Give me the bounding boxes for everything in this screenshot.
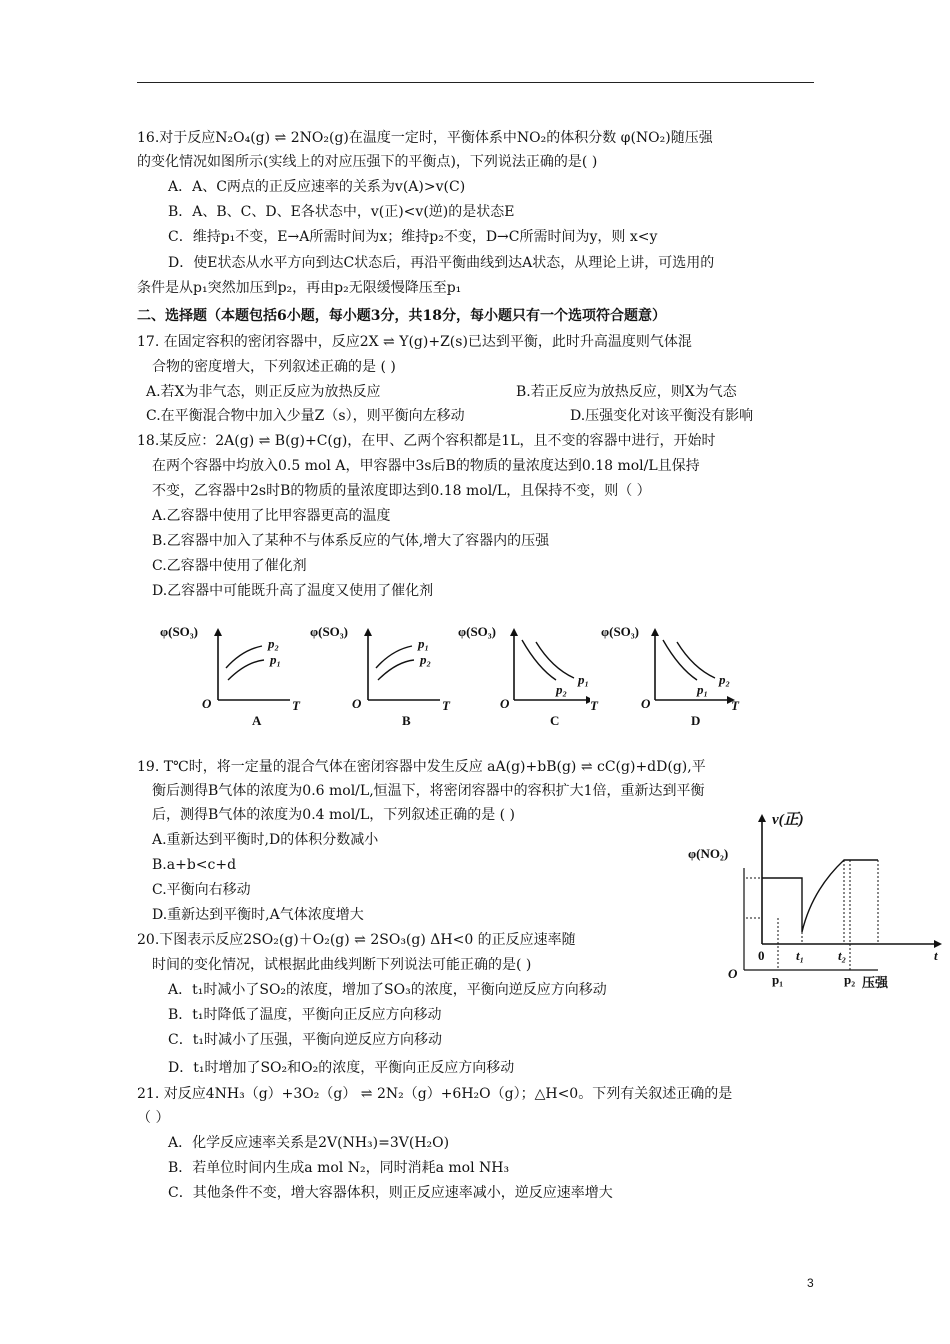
graph-a-caption: A xyxy=(252,713,262,728)
so3-graphs xyxy=(150,618,750,738)
graph-b-p1-label: p₁ xyxy=(418,636,430,651)
graph-b-ylabel: φ(SO₃) xyxy=(310,624,349,639)
q19-line2: 衡后测得B气体的浓度为0.6 mol/L,恒温下，将密闭容器中的容积扩大1倍，重新达到平衡 xyxy=(152,783,705,799)
q20-option-c: C．t₁时减小了压强，平衡向逆反应方向移动 xyxy=(168,1032,442,1048)
graph-b-curve-lower xyxy=(378,660,414,680)
graph-b xyxy=(300,618,450,738)
q21-option-a: A．化学反应速率关系是2V(NH₃)=3V(H₂O) xyxy=(168,1135,450,1151)
q16-option-a: A．A、C两点的正反应速率的关系为v(A)>v(C) xyxy=(168,179,466,195)
q19-option-d: D.重新达到平衡时,A气体浓度增大 xyxy=(152,907,364,923)
header-rule xyxy=(137,82,814,83)
q21-option-b: B．若单位时间内生成a mol N₂，同时消耗a mol NH₃ xyxy=(168,1160,510,1176)
graph-c-caption: C xyxy=(550,713,560,728)
q20-line2: 时间的变化情况，试根据此曲线判断下列说法可能正确的是( ) xyxy=(152,957,532,973)
q20-option-d: D．t₁时增加了SO₂和O₂的浓度，平衡向正反应方向移动 xyxy=(168,1060,515,1076)
q17-option-d: D.压强变化对该平衡没有影响 xyxy=(570,408,754,424)
fig2-phi-label: φ(NO₂) xyxy=(688,846,729,861)
q17-line2: 合物的密度增大，下列叙述正确的是 ( ) xyxy=(152,359,396,375)
q16-option-d-line2: 条件是从p₁突然加压到p₂，再由p₂无限缓慢降压至p₁ xyxy=(137,280,462,296)
graph-a-xlabel: T xyxy=(292,698,300,713)
q17-line1: 17. 在固定容积的密闭容器中，反应2X ⇌ Y(g)+Z(s)已达到平衡，此时升高温度则气体混 xyxy=(137,334,692,350)
graph-d-p2-label: p₂ xyxy=(719,672,731,687)
q21-line1: 21. 对反应4NH₃（g）+3O₂（g） ⇌ 2N₂（g）+6H₂O（g）；△H<0。下列有关叙述正确的是 xyxy=(137,1086,733,1102)
graph-c-p1-label: p₁ xyxy=(578,672,590,687)
fig2-p1-label: p₁ xyxy=(772,972,784,987)
fig2-zero-label: 0 xyxy=(758,948,765,963)
q17-option-c: C.在平衡混合物中加入少量Z（s），则平衡向左移动 xyxy=(146,408,465,424)
graph-d-caption: D xyxy=(691,713,701,728)
graph-a-ylabel: φ(SO₃) xyxy=(160,624,199,639)
q16-option-b: B．A、B、C、D、E各状态中，v(正)<v(逆)的是状态E xyxy=(168,204,515,220)
graph-c-origin: O xyxy=(500,696,510,711)
graph-b-p2-label: p₂ xyxy=(420,652,432,667)
q20-option-b: B．t₁时降低了温度，平衡向正反应方向移动 xyxy=(168,1007,442,1023)
q19-line1: 19. T℃时，将一定量的混合气体在密闭容器中发生反应 aA(g)+bB(g) ⇌ cC(g)+dD(g),平 xyxy=(137,759,706,775)
graph-a-p1-label: p₁ xyxy=(270,652,282,667)
fig2-p2-label: p₂ xyxy=(844,972,856,987)
q16-line1: 16.对于反应N₂O₄(g) ⇌ 2NO₂(g)在温度一定时，平衡体系中NO₂的体积分数 φ(NO₂)随压强 xyxy=(137,130,713,146)
graph-d-p1-label: p₁ xyxy=(697,682,709,697)
graph-b-caption: B xyxy=(402,713,411,728)
graph-c xyxy=(450,618,598,738)
q19-option-a: A.重新达到平衡时,D的体积分数减小 xyxy=(152,832,379,848)
q19-line3: 后，测得B气体的浓度为0.4 mol/L，下列叙述正确的是 ( ) xyxy=(152,807,516,823)
q16-line2: 的变化情况如图所示(实线上的对应压强下的平衡点)，下列说法正确的是( ) xyxy=(137,154,598,170)
fig2-t2-label: t₂ xyxy=(838,948,847,963)
graph-d xyxy=(595,618,739,738)
q18-option-b: B.乙容器中加入了某种不与体系反应的气体,增大了容器内的压强 xyxy=(152,533,550,549)
graph-a-curve-lower xyxy=(228,660,264,680)
fig2-t-label: t xyxy=(934,948,938,963)
q16-option-d-line1: D．使E状态从水平方向到达C状态后，再沿平衡曲线到达A状态，从理论上讲，可选用的 xyxy=(168,255,715,271)
q18-option-d: D.乙容器中可能既升高了温度又使用了催化剂 xyxy=(152,583,434,599)
graph-a-curve-upper xyxy=(226,646,262,668)
graph-d-origin: O xyxy=(641,696,651,711)
rate-pressure-figure xyxy=(688,808,948,996)
graph-d-curve-right xyxy=(677,642,715,678)
rate-pressure-plot xyxy=(688,808,948,996)
graph-c-xlabel: T xyxy=(590,698,598,713)
q18-option-a: A.乙容器中使用了比甲容器更高的温度 xyxy=(152,508,391,524)
graph-b-origin: O xyxy=(352,696,362,711)
q16-option-c: C．维持p₁不变，E→A所需时间为x；维持p₂不变，D→C所需时间为y，则 x<y xyxy=(168,229,658,245)
q18-line3: 不变，乙容器中2s时B的物质的量浓度即达到0.18 mol/L，且保持不变，则（ ） xyxy=(152,483,651,499)
fig2-v-label: v(正) xyxy=(772,812,804,828)
q21-option-c: C．其他条件不变，增大容器体积，则正反应速率减小，逆反应速率增大 xyxy=(168,1185,613,1201)
q19-option-b: B.a+b<c+d xyxy=(152,857,237,873)
q17-option-a: A.若X为非气态，则正反应为放热反应 xyxy=(146,384,381,400)
q18-line1: 18.某反应：2A(g) ⇌ B(g)+C(g)，在甲、乙两个容积都是1L，且不变的容器中进行，开始时 xyxy=(137,433,716,449)
graph-b-xlabel: T xyxy=(442,698,450,713)
graph-d-ylabel: φ(SO₃) xyxy=(601,624,640,639)
graph-a-p2-label: p₂ xyxy=(268,636,280,651)
section-heading: 二、选择题（本题包括6小题，每小题3分，共18分，每小题只有一个选项符合题意） xyxy=(137,308,666,324)
graph-c-p2-label: p₂ xyxy=(556,682,568,697)
graph-b-curve-upper xyxy=(376,646,412,668)
graph-d-xlabel: T xyxy=(731,698,739,713)
q21-line2: （ ） xyxy=(137,1110,170,1126)
q20-line1: 20.下图表示反应2SO₂(g)＋O₂(g) ⇌ 2SO₃(g) ΔH<0 的正反应速率随 xyxy=(137,932,576,948)
page-number: 3 xyxy=(807,1276,814,1290)
rate-curve xyxy=(762,860,878,932)
q20-option-a: A．t₁时减小了SO₂的浓度，增加了SO₃的浓度，平衡向逆反应方向移动 xyxy=(168,982,607,998)
fig2-t1-label: t₁ xyxy=(796,948,805,963)
fig2-origin: O xyxy=(728,966,738,981)
graph-c-curve-right xyxy=(536,642,574,678)
q18-option-c: C.乙容器中使用了催化剂 xyxy=(152,558,307,574)
q18-line2: 在两个容器中均放入0.5 mol A，甲容器中3s后B的物质的量浓度达到0.18 mol/L且保持 xyxy=(152,458,700,474)
fig2-pressure-label: 压强 xyxy=(862,975,889,990)
graph-a xyxy=(150,618,300,738)
q17-option-b: B.若正反应为放热反应，则X为气态 xyxy=(516,384,737,400)
graph-c-ylabel: φ(SO₃) xyxy=(458,624,497,639)
q19-option-c: C.平衡向右移动 xyxy=(152,882,251,898)
graph-a-origin: O xyxy=(202,696,212,711)
